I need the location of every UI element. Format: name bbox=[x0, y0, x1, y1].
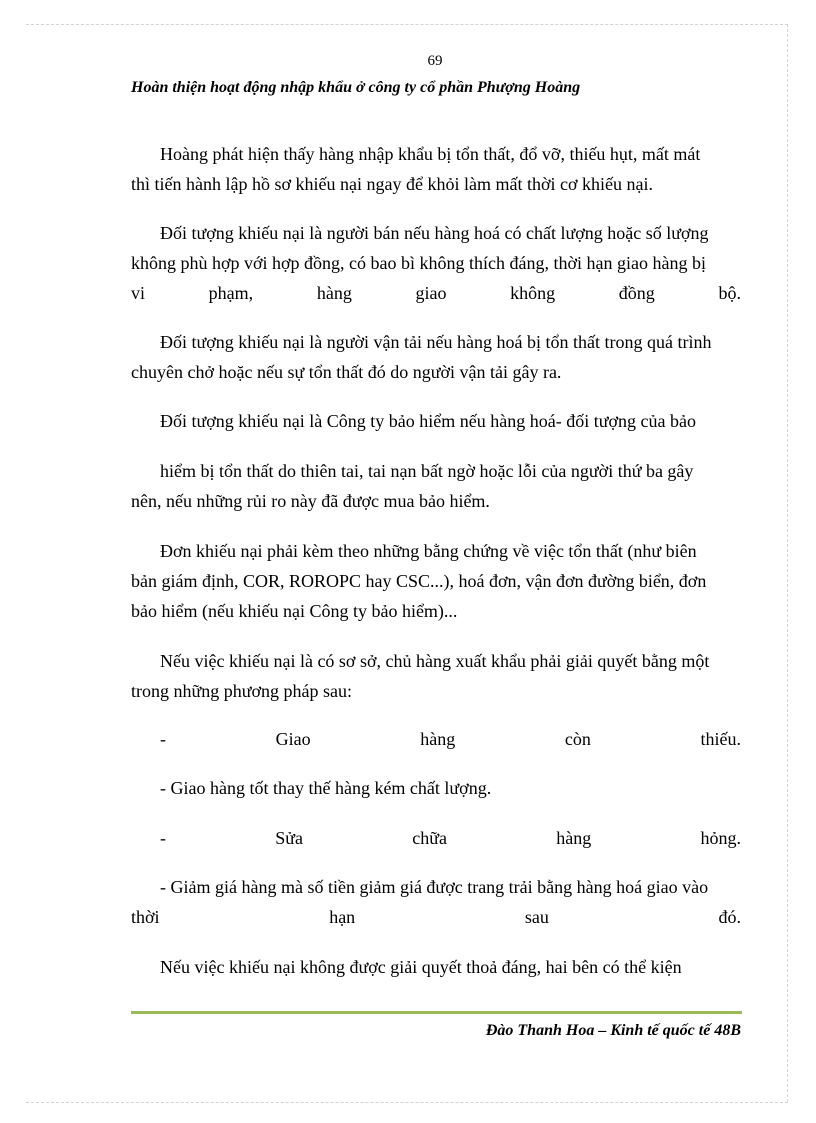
word: hàng bbox=[420, 729, 456, 749]
paragraph-1 bbox=[131, 139, 741, 199]
text-line-justified bbox=[131, 823, 741, 853]
word: không bbox=[510, 283, 556, 303]
paragraph-3 bbox=[131, 327, 741, 387]
text-line: Hoàng phát hiện thấy hàng nhập khẩu bị tổn thất, đổ vỡ, thiếu hụt, mất mát bbox=[160, 144, 701, 164]
text-line-justified bbox=[131, 724, 741, 754]
footer-author: Đào Thanh Hoa – Kinh tế quốc tế 48B bbox=[485, 1022, 741, 1039]
word: thiếu. bbox=[700, 729, 741, 749]
text-line: trong những phương pháp sau: bbox=[131, 681, 353, 701]
word: hàng bbox=[556, 828, 592, 848]
list-item-4 bbox=[131, 872, 741, 932]
text-line: bản giám định, COR, ROROPC hay CSC...), hoá đơn, vận đơn đường biển, đơn bbox=[131, 571, 707, 591]
text-line: Đối tượng khiếu nại là Công ty bảo hiểm nếu hàng hoá- đối tượng của bảo bbox=[160, 411, 696, 431]
text-line: hiểm bị tổn thất do thiên tai, tai nạn bất ngờ hoặc lỗi của người thứ ba gây bbox=[160, 461, 694, 481]
word: hàng bbox=[316, 283, 352, 303]
word: Giao bbox=[275, 729, 311, 749]
word: bộ. bbox=[718, 283, 741, 303]
word: chữa bbox=[412, 828, 447, 848]
list-item-2 bbox=[131, 773, 741, 803]
page-border-top bbox=[26, 24, 788, 25]
word: hỏng. bbox=[700, 828, 741, 848]
word: Sửa bbox=[275, 828, 304, 848]
word: đồng bbox=[618, 283, 655, 303]
word: vi bbox=[131, 283, 146, 303]
word: thời bbox=[131, 907, 160, 927]
paragraph-8 bbox=[131, 952, 741, 982]
paragraph-5 bbox=[131, 456, 741, 516]
text-line-justified bbox=[131, 902, 741, 932]
paragraph-6 bbox=[131, 536, 741, 626]
text-line: nên, nếu những rủi ro này đã được mua bảo hiểm. bbox=[131, 491, 490, 511]
word: còn bbox=[564, 729, 591, 749]
footer-divider bbox=[131, 1011, 742, 1014]
text-line-justified bbox=[131, 278, 741, 308]
word: hạn bbox=[329, 907, 356, 927]
word: sau bbox=[524, 907, 549, 927]
text-line: Nếu việc khiếu nại không được giải quyết thoả đáng, hai bên có thể kiện bbox=[160, 957, 682, 977]
text-line: Đơn khiếu nại phải kèm theo những bằng chứng về việc tổn thất (như biên bbox=[160, 541, 697, 561]
paragraph-7 bbox=[131, 646, 741, 706]
text-line: Đối tượng khiếu nại là người bán nếu hàng hoá có chất lượng hoặc số lượng bbox=[160, 223, 709, 243]
page-number: 69 bbox=[427, 53, 443, 69]
word: phạm, bbox=[208, 283, 254, 303]
page-border-bottom bbox=[26, 1102, 788, 1103]
list-item-1 bbox=[131, 724, 741, 754]
text-line: thì tiến hành lập hồ sơ khiếu nại ngay để khỏi làm mất thời cơ khiếu nại. bbox=[131, 174, 653, 194]
text-line: - Giảm giá hàng mà số tiền giảm giá được trang trải bằng hàng hoá giao vào bbox=[160, 877, 709, 897]
paragraph-4 bbox=[131, 406, 741, 436]
text-line: không phù hợp với hợp đồng, có bao bì không thích đáng, thời hạn giao hàng bị bbox=[131, 253, 707, 273]
word: đó. bbox=[718, 907, 741, 927]
list-item-3 bbox=[131, 823, 741, 853]
bullet-dash: - bbox=[160, 729, 166, 749]
paragraph-2 bbox=[131, 218, 741, 308]
bullet-dash: - bbox=[160, 828, 166, 848]
text-line: chuyên chở hoặc nếu sự tổn thất đó do người vận tải gây ra. bbox=[131, 362, 562, 382]
text-line: bảo hiểm (nếu khiếu nại Công ty bảo hiểm)... bbox=[131, 601, 458, 621]
word: giao bbox=[415, 283, 447, 303]
page-border-right bbox=[787, 24, 788, 1102]
running-header: Hoàn thiện hoạt động nhập khẩu ở công ty cổ phần Phượng Hoàng bbox=[131, 79, 581, 96]
text-line: Đối tượng khiếu nại là người vận tải nếu hàng hoá bị tổn thất trong quá trình bbox=[160, 332, 712, 352]
text-line: Nếu việc khiếu nại là có sơ sở, chủ hàng xuất khẩu phải giải quyết bằng một bbox=[160, 651, 710, 671]
text-line: - Giao hàng tốt thay thế hàng kém chất lượng. bbox=[160, 778, 492, 798]
